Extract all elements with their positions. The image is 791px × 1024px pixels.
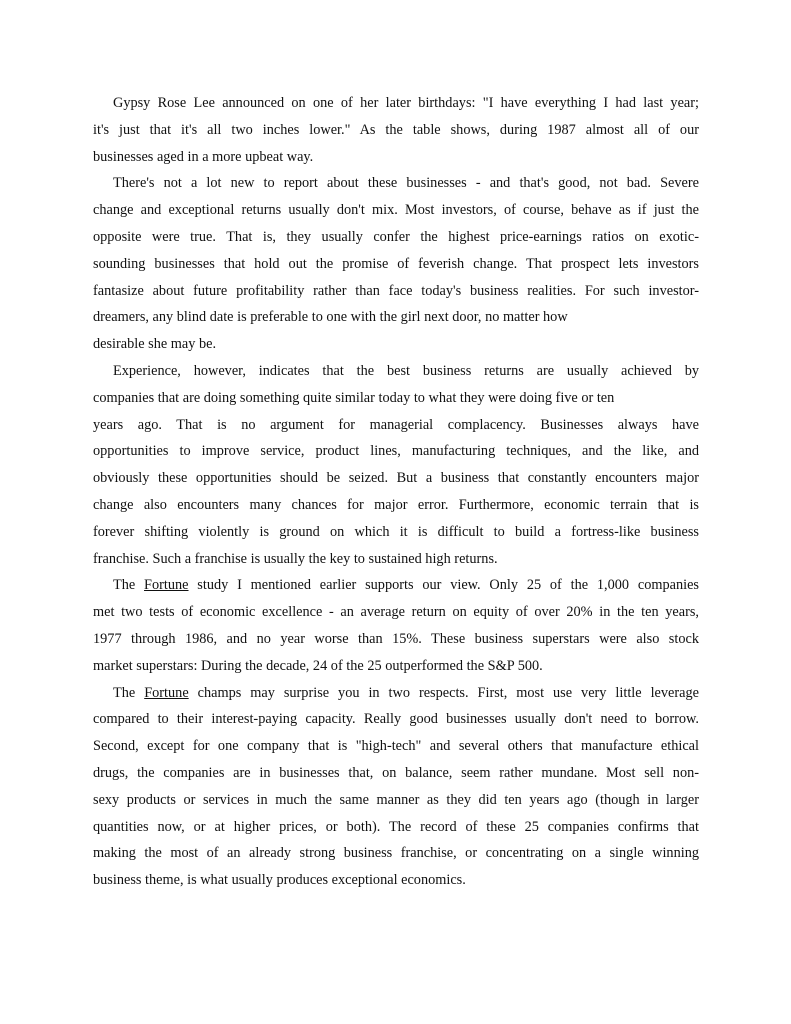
text-line: dreamers, any blind date is preferable to one with the girl next door, no matter how <box>93 309 568 326</box>
text-fragment: The <box>113 577 145 594</box>
document-body <box>93 90 699 894</box>
paragraph <box>93 358 699 572</box>
text-line <box>93 680 699 707</box>
text-line: Experience, however, indicates that the best business returns are usually achieved by <box>113 362 699 379</box>
text-line: desirable she may be. <box>93 336 217 353</box>
text-line: compared to their interest-paying capacity. Really good businesses usually don't need to borrow. <box>93 711 699 728</box>
text-line: Second, except for one company that is "high-tech" and several others that manufacture ethical <box>93 738 699 755</box>
text-line: obviously these opportunities should be seized. But a business that constantly encounters major <box>93 470 699 487</box>
text-line: quantities now, or at higher prices, or both). The record of these 25 companies confirms that <box>93 818 699 835</box>
text-line <box>93 572 699 599</box>
paragraph <box>93 572 699 679</box>
publication-title: Fortune <box>144 577 189 594</box>
text-line: years ago. That is no argument for managerial complacency. Businesses always have <box>93 416 699 433</box>
text-fragment: champs may surprise you in two respects. First, most use very little leverage <box>188 684 699 701</box>
text-line: sounding businesses that hold out the promise of feverish change. That prospect lets investors <box>93 255 699 272</box>
text-line: There's not a lot new to report about these businesses - and that's good, not bad. Severe <box>113 175 699 192</box>
text-line: opposite were true. That is, they usually confer the highest price-earnings ratios on exotic- <box>93 228 699 245</box>
text-line: drugs, the companies are in businesses that, on balance, seem rather mundane. Most sell non- <box>93 764 699 781</box>
publication-title: Fortune <box>144 684 189 701</box>
text-line: 1977 through 1986, and no year worse than 15%. These business superstars were also stock <box>93 630 699 647</box>
text-line: market superstars: During the decade, 24 of the 25 outperformed the S&P 500. <box>93 657 543 674</box>
text-line: fantasize about future profitability rather than face today's business realities. For such investor- <box>93 282 699 299</box>
text-line: change also encounters many chances for major error. Furthermore, economic terrain that is <box>93 496 699 513</box>
text-line: opportunities to improve service, product lines, manufacturing techniques, and the like, and <box>93 443 699 460</box>
paragraph <box>93 90 699 170</box>
text-fragment: study I mentioned earlier supports our view. Only 25 of the 1,000 companies <box>188 577 699 594</box>
text-line: change and exceptional returns usually don't mix. Most investors, of course, behave as if just the <box>93 202 699 219</box>
text-fragment: The <box>113 684 145 701</box>
text-line: making the most of an already strong business franchise, or concentrating on a single winning <box>93 845 699 862</box>
text-line: companies that are doing something quite similar today to what they were doing five or ten <box>93 389 615 406</box>
text-line: it's just that it's all two inches lower." As the table shows, during 1987 almost all of our <box>93 121 699 138</box>
text-line: Gypsy Rose Lee announced on one of her later birthdays: "I have everything I had last year; <box>113 95 699 111</box>
paragraph <box>93 170 699 358</box>
text-line: businesses aged in a more upbeat way. <box>93 148 314 165</box>
text-line: forever shifting violently is ground on which it is difficult to build a fortress-like business <box>93 523 699 540</box>
text-line: business theme, is what usually produces exceptional economics. <box>93 872 466 889</box>
paragraph <box>93 680 699 894</box>
text-line: met two tests of economic excellence - an average return on equity of over 20% in the ten years, <box>93 604 699 621</box>
text-line: franchise. Such a franchise is usually the key to sustained high returns. <box>93 550 498 567</box>
text-line: sexy products or services in much the same manner as they did ten years ago (though in larger <box>93 791 699 808</box>
